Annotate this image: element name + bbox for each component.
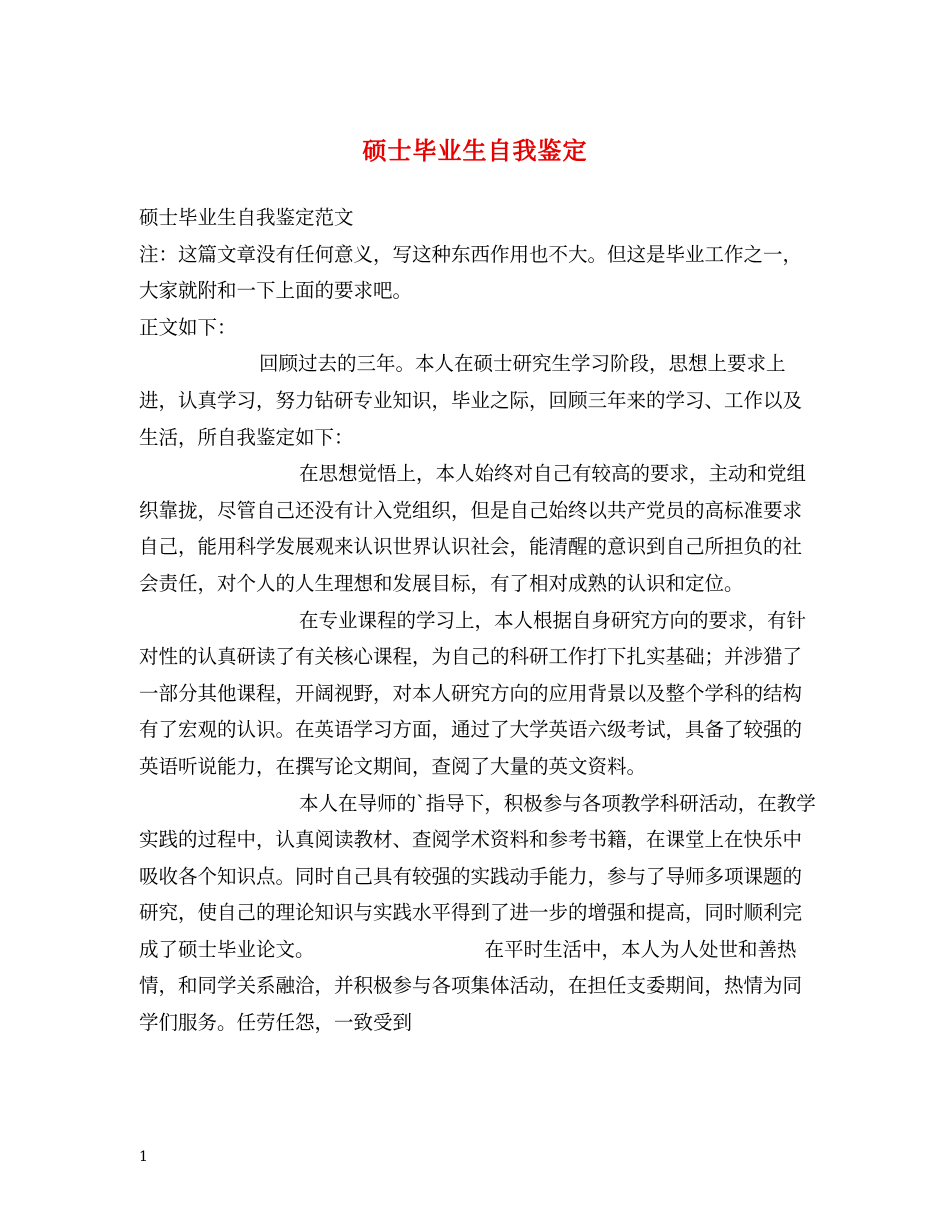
review-paragraph: 回顾过去的三年。本人在硕士研究生学习阶段，思想上要求上进，认真学习，努力钻研专业知识，毕业之际，回顾三年来的学习、工作以及生活，所自我鉴定如下：	[139, 352, 803, 449]
ideology-paragraph: 在思想觉悟上，本人始终对自己有较高的要求，主动和党组织靠拢，尽管自己还没有计入党组织，但是自己始终以共产党员的高标准要求自己，能用科学发展观来认识世界认识社会，能清醒的意识到自己所担负的社会责任，对个人的人生理想和发展目标，有了相对成熟的认识和定位。	[139, 462, 807, 595]
research-text: 本人在导师的`指导下，积极参与各项教学科研活动，在教学实践的过程中，认真阅读教材、查阅学术资料和参考书籍，在课堂上在快乐中吸收各个知识点。同时自己具有较强的实践动手能力，参与了导师多项课题的研究，使自己的理论知识与实践水平得到了进一步的增强和提高，同时顺利完成了硕士毕业论文。	[139, 791, 816, 961]
coursework-paragraph: 在专业课程的学习上，本人根据自身研究方向的要求，有针对性的认真研读了有关核心课程，为自己的科研工作打下扎实基础；并涉猎了一部分其他课程，开阔视野，对本人研究方向的应用背景以及整个学科的结构有了宏观的认识。在英语学习方面，通过了大学英语六级考试，具备了较强的英语听说能力，在撰写论文期间，查阅了大量的英文资料。	[139, 608, 807, 778]
subtitle-paragraph: 硕士毕业生自我鉴定范文	[139, 206, 354, 229]
page-number: 1	[139, 1149, 148, 1165]
research-paragraph	[139, 786, 819, 1042]
life-text: 在平时生活中，本人为人处世和善热情，和同学关系融洽，并积极参与各项集体活动，在担任支委期间，热情为同学们服务。任劳任怨，一致受到	[139, 937, 803, 1035]
document-title: 硕士毕业生自我鉴定	[362, 136, 588, 165]
note-paragraph: 注：这篇文章没有任何意义，写这种东西作用也不大。但这是毕业工作之一，大家就附和一下上面的要求吧。	[139, 242, 803, 303]
intro-label-paragraph: 正文如下：	[139, 315, 237, 339]
document-body	[139, 200, 819, 1042]
